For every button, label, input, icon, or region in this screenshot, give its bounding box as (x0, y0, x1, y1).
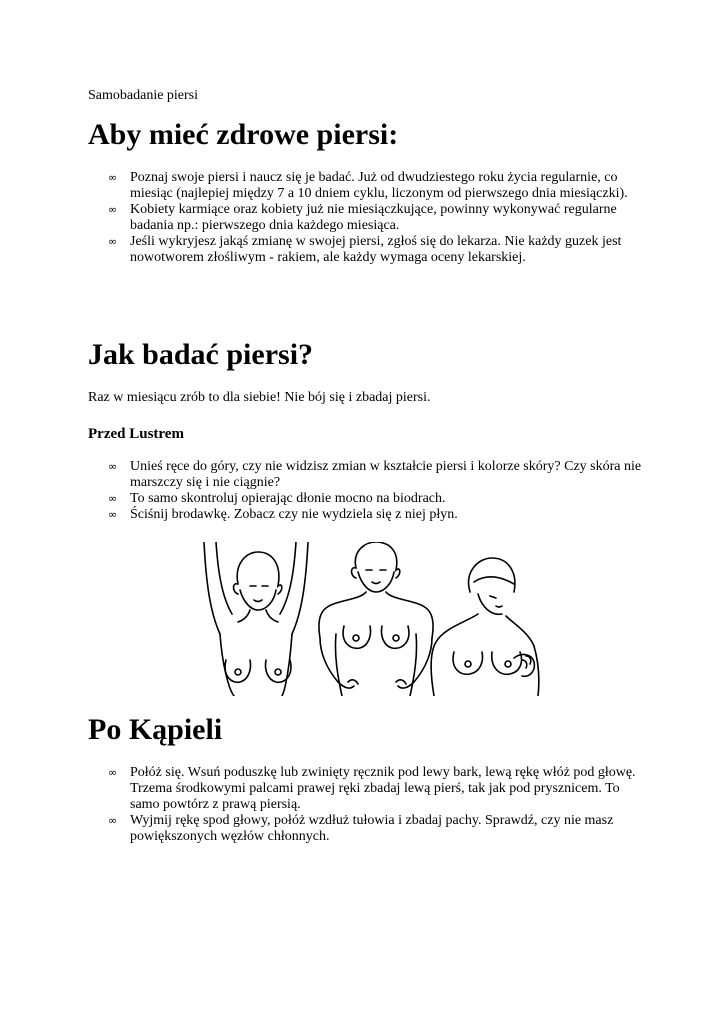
list-item-text: Unieś ręce do góry, czy nie widzisz zmian w kształcie piersi i kolorze skóry? Czy skóra nie marszczy się i nie ciągnie? (130, 459, 642, 490)
section2-bullet-list (108, 459, 648, 523)
list-item (108, 234, 648, 266)
illustration-hands-on-hips (316, 542, 436, 696)
illustration-nipple-check (430, 542, 550, 696)
list-item (108, 491, 648, 507)
intro-text: Raz w miesiącu zrób to dla siebie! Nie bój się i zbadaj piersi. (88, 390, 431, 405)
list-item (108, 507, 648, 523)
heading-after-bath: Po Kąpieli (88, 713, 223, 746)
list-item (108, 170, 648, 202)
illustration-arms-raised (198, 542, 318, 696)
list-item-text: Jeśli wykryjesz jakąś zmianę w swojej piersi, zgłoś się do lekarza. Nie każdy guzek jest nowotworem złośliwym - rakiem, ale każdy wymaga oceny lekarskiej. (130, 234, 622, 265)
section1-bullet-list (108, 170, 648, 266)
self-exam-illustrations (198, 542, 550, 696)
list-item-text: To samo skontroluj opierając dłonie mocno na biodrach. (130, 491, 446, 506)
bullet-icon: ∞ (108, 508, 118, 521)
list-item-text: Ściśnij brodawkę. Zobacz czy nie wydziela się z niej płyn. (130, 507, 458, 522)
list-item-text: Kobiety karmiące oraz kobiety już nie miesiączkujące, powinny wykonywać regularne badania np.: pierwszego dnia każdego miesiąca. (130, 202, 617, 233)
list-item-text: Poznaj swoje piersi i naucz się je badać. Już od dwudziestego roku życia regularnie, co miesiąc (najlepiej między 7 a 10 dniem cyklu, liczonym od pierwszego dnia miesiączki). (130, 170, 628, 201)
bullet-icon: ∞ (108, 814, 118, 827)
heading-how-to-examine: Jak badać piersi? (88, 338, 314, 371)
bullet-icon: ∞ (108, 460, 118, 473)
list-item (108, 202, 648, 234)
bullet-icon: ∞ (108, 235, 118, 248)
heading-healthy-breasts: Aby mieć zdrowe piersi: (88, 118, 399, 151)
bullet-icon: ∞ (108, 492, 118, 505)
bullet-icon: ∞ (108, 203, 118, 216)
section3-bullet-list (108, 765, 648, 845)
list-item-text: Wyjmij rękę spod głowy, połóż wzdłuż tułowia i zbadaj pachy. Sprawdź, czy nie masz powiększonych węzłów chłonnych. (130, 813, 614, 844)
list-item (108, 813, 648, 845)
list-item-text: Połóż się. Wsuń poduszkę lub zwinięty ręcznik pod lewy bark, lewą rękę włóż pod głowę. Trzema środkowymi palcami prawej ręki zbadaj lewą pierś, tak jak pod prysznicem. To samo powtórz z prawą piersią. (130, 765, 636, 812)
document-title: Samobadanie piersi (88, 88, 199, 103)
bullet-icon: ∞ (108, 766, 118, 779)
list-item (108, 459, 648, 491)
list-item (108, 765, 648, 813)
bullet-icon: ∞ (108, 171, 118, 184)
subheading-before-mirror: Przed Lustrem (88, 426, 184, 442)
